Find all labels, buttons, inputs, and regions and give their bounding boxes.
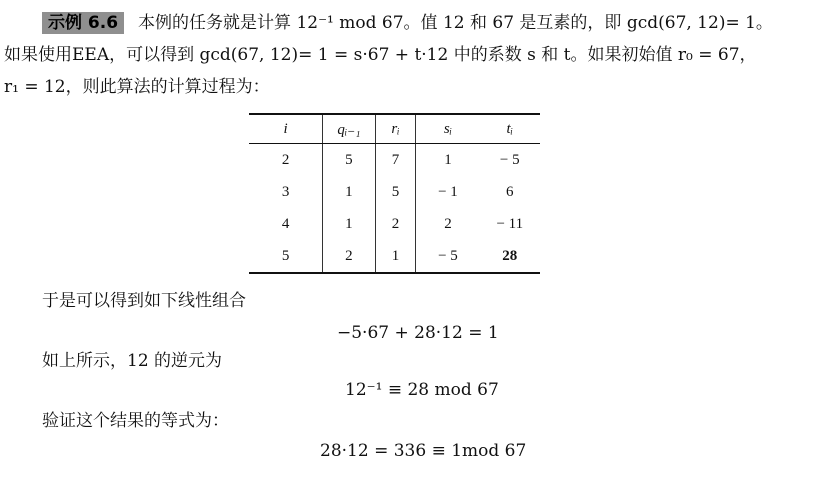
cell: 1 — [323, 176, 376, 208]
equation-3: 28·12 = 336 ≡ 1mod 67 — [320, 441, 527, 461]
cell: 3 — [249, 176, 323, 208]
cell: 2 — [375, 208, 416, 240]
cell: − 5 — [416, 240, 480, 273]
example-line-3: r₁ = 12，则此算法的计算过程为： — [4, 77, 270, 97]
table-header-row — [249, 114, 540, 144]
cell: − 1 — [438, 183, 458, 200]
cell: 5 — [375, 176, 416, 208]
equation-1: −5·67 + 28·12 = 1 — [337, 323, 499, 343]
eea-table — [249, 113, 540, 274]
cell: 2 — [444, 215, 452, 232]
cell: 5 — [249, 240, 323, 273]
paragraph-3: 验证这个结果的等式为： — [42, 411, 229, 431]
table-row — [249, 176, 540, 208]
cell: 6 — [506, 183, 514, 200]
cell: 4 — [249, 208, 323, 240]
header-q: qᵢ₋₁ — [323, 114, 376, 144]
cell: 1 — [444, 151, 452, 168]
cell: 1 — [375, 240, 416, 273]
header-s: sᵢ — [416, 114, 480, 144]
paragraph-2: 如上所示，12 的逆元为 — [42, 351, 223, 371]
example-badge: 示例 6.6 — [42, 12, 124, 34]
cell: 28 — [480, 240, 540, 273]
example-line-2: 如果使用EEA，可以得到 gcd(67, 12)= 1 = s·67 + t·12 中的系数 s 和 t。如果初始值 r₀ = 67， — [4, 45, 757, 65]
cell: 2 — [249, 144, 323, 177]
cell: − 11 — [496, 215, 524, 232]
table-row — [249, 144, 540, 177]
cell: 7 — [375, 144, 416, 177]
example-line-1-text: 本例的任务就是计算 12⁻¹ mod 67。值 12 和 67 是互素的，即 gcd(67, 12)= 1。 — [138, 13, 773, 33]
cell: 2 — [323, 240, 376, 273]
header-i: i — [249, 114, 323, 144]
table-row — [249, 208, 540, 240]
example-line-1 — [42, 12, 773, 34]
table-row — [249, 240, 540, 273]
cell: − 5 — [499, 151, 520, 168]
cell: 1 — [323, 208, 376, 240]
paragraph-1: 于是可以得到如下线性组合 — [42, 291, 246, 311]
header-r: rᵢ — [375, 114, 416, 144]
header-t: tᵢ — [480, 114, 540, 144]
equation-2: 12⁻¹ ≡ 28 mod 67 — [345, 380, 499, 400]
cell: 5 — [323, 144, 376, 177]
